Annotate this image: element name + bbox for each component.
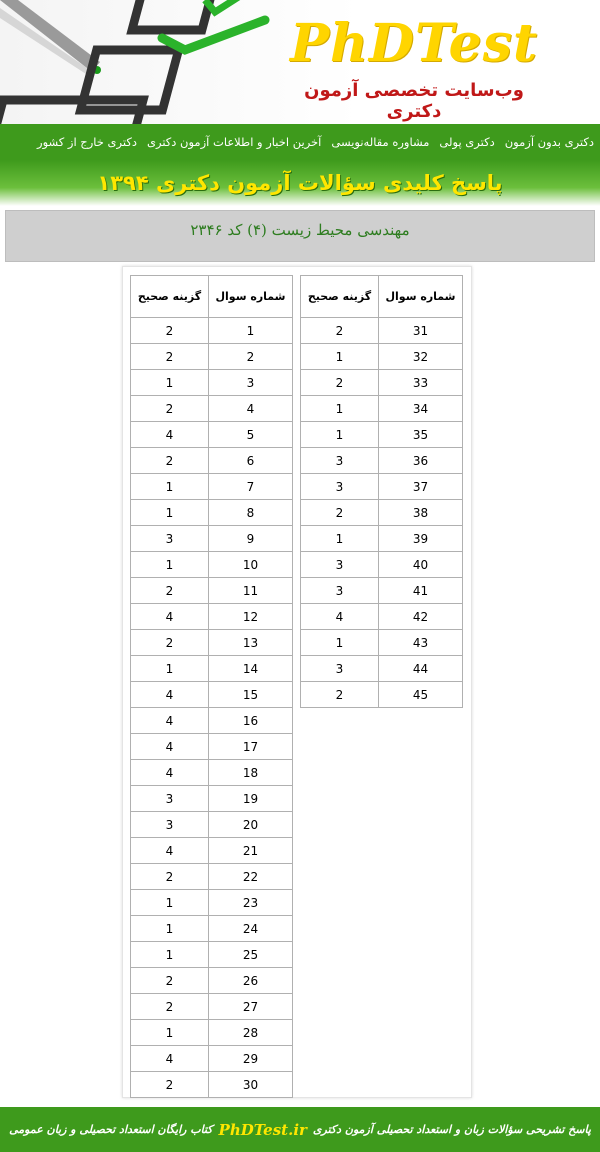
question-number-cell: 15	[209, 682, 293, 708]
question-number-cell: 29	[209, 1046, 293, 1072]
table-row	[131, 734, 293, 760]
table-row	[131, 812, 293, 838]
table-row	[301, 422, 463, 448]
correct-option-cell: 2	[131, 630, 209, 656]
question-number-cell: 9	[209, 526, 293, 552]
question-number-cell: 13	[209, 630, 293, 656]
table-row	[131, 864, 293, 890]
question-number-cell: 38	[379, 500, 463, 526]
header-correct-option: گزینه صحیح	[131, 276, 209, 318]
correct-option-cell: 4	[131, 422, 209, 448]
question-number-cell: 30	[209, 1072, 293, 1098]
nav-item-article-consulting[interactable]: مشاوره مقاله‌نویسی	[331, 135, 430, 149]
footer-logo[interactable]: PhDTest.ir	[218, 1120, 307, 1139]
table-row	[131, 1020, 293, 1046]
question-number-cell: 43	[379, 630, 463, 656]
question-number-cell: 44	[379, 656, 463, 682]
table-row	[131, 942, 293, 968]
table-row	[301, 370, 463, 396]
question-number-cell: 6	[209, 448, 293, 474]
correct-option-cell: 2	[301, 682, 379, 708]
answer-table-left	[130, 275, 293, 1098]
question-number-cell: 21	[209, 838, 293, 864]
question-number-cell: 26	[209, 968, 293, 994]
table-row	[131, 578, 293, 604]
title-band	[0, 160, 600, 206]
question-number-cell: 33	[379, 370, 463, 396]
question-number-cell: 3	[209, 370, 293, 396]
correct-option-cell: 3	[301, 474, 379, 500]
answer-table-right	[300, 275, 463, 708]
main-nav	[0, 124, 600, 160]
correct-option-cell: 2	[131, 864, 209, 890]
table-row	[131, 760, 293, 786]
correct-option-cell: 4	[131, 760, 209, 786]
question-number-cell: 35	[379, 422, 463, 448]
site-logo[interactable]: PhDTest	[289, 13, 539, 74]
header-question-number: شماره سوال	[209, 276, 293, 318]
nav-item-latest-news[interactable]: آخرین اخبار و اطلاعات آزمون دکتری	[146, 135, 322, 149]
correct-option-cell: 3	[301, 448, 379, 474]
table-row	[301, 474, 463, 500]
correct-option-cell: 1	[131, 916, 209, 942]
table-row	[131, 656, 293, 682]
question-number-cell: 34	[379, 396, 463, 422]
correct-option-cell: 1	[301, 344, 379, 370]
question-number-cell: 31	[379, 318, 463, 344]
correct-option-cell: 2	[301, 500, 379, 526]
correct-option-cell: 3	[131, 786, 209, 812]
correct-option-cell: 4	[131, 708, 209, 734]
table-row	[301, 500, 463, 526]
question-number-cell: 4	[209, 396, 293, 422]
question-number-cell: 18	[209, 760, 293, 786]
question-number-cell: 17	[209, 734, 293, 760]
table-row	[301, 448, 463, 474]
correct-option-cell: 4	[131, 682, 209, 708]
table-row	[301, 526, 463, 552]
correct-option-cell: 4	[131, 734, 209, 760]
correct-option-cell: 4	[301, 604, 379, 630]
nav-item-no-exam-phd[interactable]: دکتری بدون آزمون	[504, 135, 594, 149]
correct-option-cell: 2	[131, 448, 209, 474]
correct-option-cell: 2	[301, 318, 379, 344]
table-row	[131, 994, 293, 1020]
table-row	[131, 890, 293, 916]
table-row	[301, 344, 463, 370]
footer-text-right[interactable]: پاسخ تشریحی سؤالات زبان و استعداد تحصیلی آزمون دکتری	[312, 1123, 591, 1136]
correct-option-cell: 3	[301, 656, 379, 682]
question-number-cell: 2	[209, 344, 293, 370]
table-row	[131, 396, 293, 422]
table-row	[131, 968, 293, 994]
table-row	[301, 682, 463, 708]
correct-option-cell: 2	[131, 318, 209, 344]
question-number-cell: 10	[209, 552, 293, 578]
subtitle-box	[5, 210, 595, 262]
question-number-cell: 16	[209, 708, 293, 734]
question-number-cell: 14	[209, 656, 293, 682]
question-number-cell: 22	[209, 864, 293, 890]
question-number-cell: 1	[209, 318, 293, 344]
question-number-cell: 11	[209, 578, 293, 604]
question-number-cell: 25	[209, 942, 293, 968]
correct-option-cell: 1	[131, 552, 209, 578]
nav-item-paid-phd[interactable]: دکتری پولی	[439, 135, 495, 149]
correct-option-cell: 2	[131, 968, 209, 994]
question-number-cell: 20	[209, 812, 293, 838]
correct-option-cell: 1	[131, 656, 209, 682]
footer-banner	[0, 1107, 600, 1152]
correct-option-cell: 1	[301, 422, 379, 448]
exam-subject: مهندسی محیط زیست (۴) کد ۲۳۴۶	[190, 221, 410, 239]
table-row	[131, 344, 293, 370]
correct-option-cell: 4	[131, 838, 209, 864]
question-number-cell: 36	[379, 448, 463, 474]
footer-text-left[interactable]: کتاب رایگان استعداد تحصیلی و زبان عمومی	[9, 1123, 213, 1136]
table-row	[131, 474, 293, 500]
correct-option-cell: 3	[301, 578, 379, 604]
table-row	[131, 526, 293, 552]
question-number-cell: 28	[209, 1020, 293, 1046]
table-row	[131, 1046, 293, 1072]
site-tagline: وب‌سایت تخصصی آزمون دکتری	[304, 80, 524, 122]
correct-option-cell: 2	[131, 396, 209, 422]
table-row	[301, 318, 463, 344]
correct-option-cell: 2	[131, 578, 209, 604]
question-number-cell: 12	[209, 604, 293, 630]
correct-option-cell: 4	[131, 604, 209, 630]
table-row	[131, 1072, 293, 1098]
table-row	[131, 448, 293, 474]
question-number-cell: 8	[209, 500, 293, 526]
table-row	[131, 604, 293, 630]
checklist-pen-icon	[0, 0, 300, 124]
correct-option-cell: 2	[131, 344, 209, 370]
question-number-cell: 39	[379, 526, 463, 552]
correct-option-cell: 3	[131, 526, 209, 552]
correct-option-cell: 1	[131, 474, 209, 500]
correct-option-cell: 3	[131, 812, 209, 838]
table-row	[301, 578, 463, 604]
nav-item-abroad-phd[interactable]: دکتری خارج از کشور	[37, 135, 137, 149]
correct-option-cell: 1	[301, 396, 379, 422]
table-row	[131, 370, 293, 396]
question-number-cell: 41	[379, 578, 463, 604]
correct-option-cell: 3	[301, 552, 379, 578]
table-row	[131, 422, 293, 448]
brand	[284, 14, 544, 122]
table-row	[131, 552, 293, 578]
table-row	[301, 552, 463, 578]
table-row	[131, 916, 293, 942]
correct-option-cell: 1	[301, 526, 379, 552]
table-row	[131, 682, 293, 708]
page-title: پاسخ کلیدی سؤالات آزمون دکتری ۱۳۹۴	[97, 171, 503, 195]
correct-option-cell: 1	[131, 1020, 209, 1046]
question-number-cell: 40	[379, 552, 463, 578]
question-number-cell: 42	[379, 604, 463, 630]
table-row	[131, 786, 293, 812]
table-row	[131, 708, 293, 734]
table-row	[131, 838, 293, 864]
correct-option-cell: 1	[131, 370, 209, 396]
table-row	[131, 630, 293, 656]
correct-option-cell: 1	[301, 630, 379, 656]
correct-option-cell: 2	[131, 1072, 209, 1098]
correct-option-cell: 4	[131, 1046, 209, 1072]
table-row	[301, 604, 463, 630]
table-row	[301, 656, 463, 682]
correct-option-cell: 1	[131, 942, 209, 968]
header-question-number: شماره سوال	[379, 276, 463, 318]
table-row	[301, 396, 463, 422]
question-number-cell: 19	[209, 786, 293, 812]
site-header	[0, 0, 600, 124]
question-number-cell: 32	[379, 344, 463, 370]
table-row	[131, 318, 293, 344]
question-number-cell: 24	[209, 916, 293, 942]
table-row	[131, 500, 293, 526]
table-row	[301, 630, 463, 656]
question-number-cell: 45	[379, 682, 463, 708]
question-number-cell: 7	[209, 474, 293, 500]
header-correct-option: گزینه صحیح	[301, 276, 379, 318]
question-number-cell: 5	[209, 422, 293, 448]
correct-option-cell: 1	[131, 500, 209, 526]
question-number-cell: 23	[209, 890, 293, 916]
question-number-cell: 37	[379, 474, 463, 500]
correct-option-cell: 2	[131, 994, 209, 1020]
question-number-cell: 27	[209, 994, 293, 1020]
correct-option-cell: 1	[131, 890, 209, 916]
correct-option-cell: 2	[301, 370, 379, 396]
